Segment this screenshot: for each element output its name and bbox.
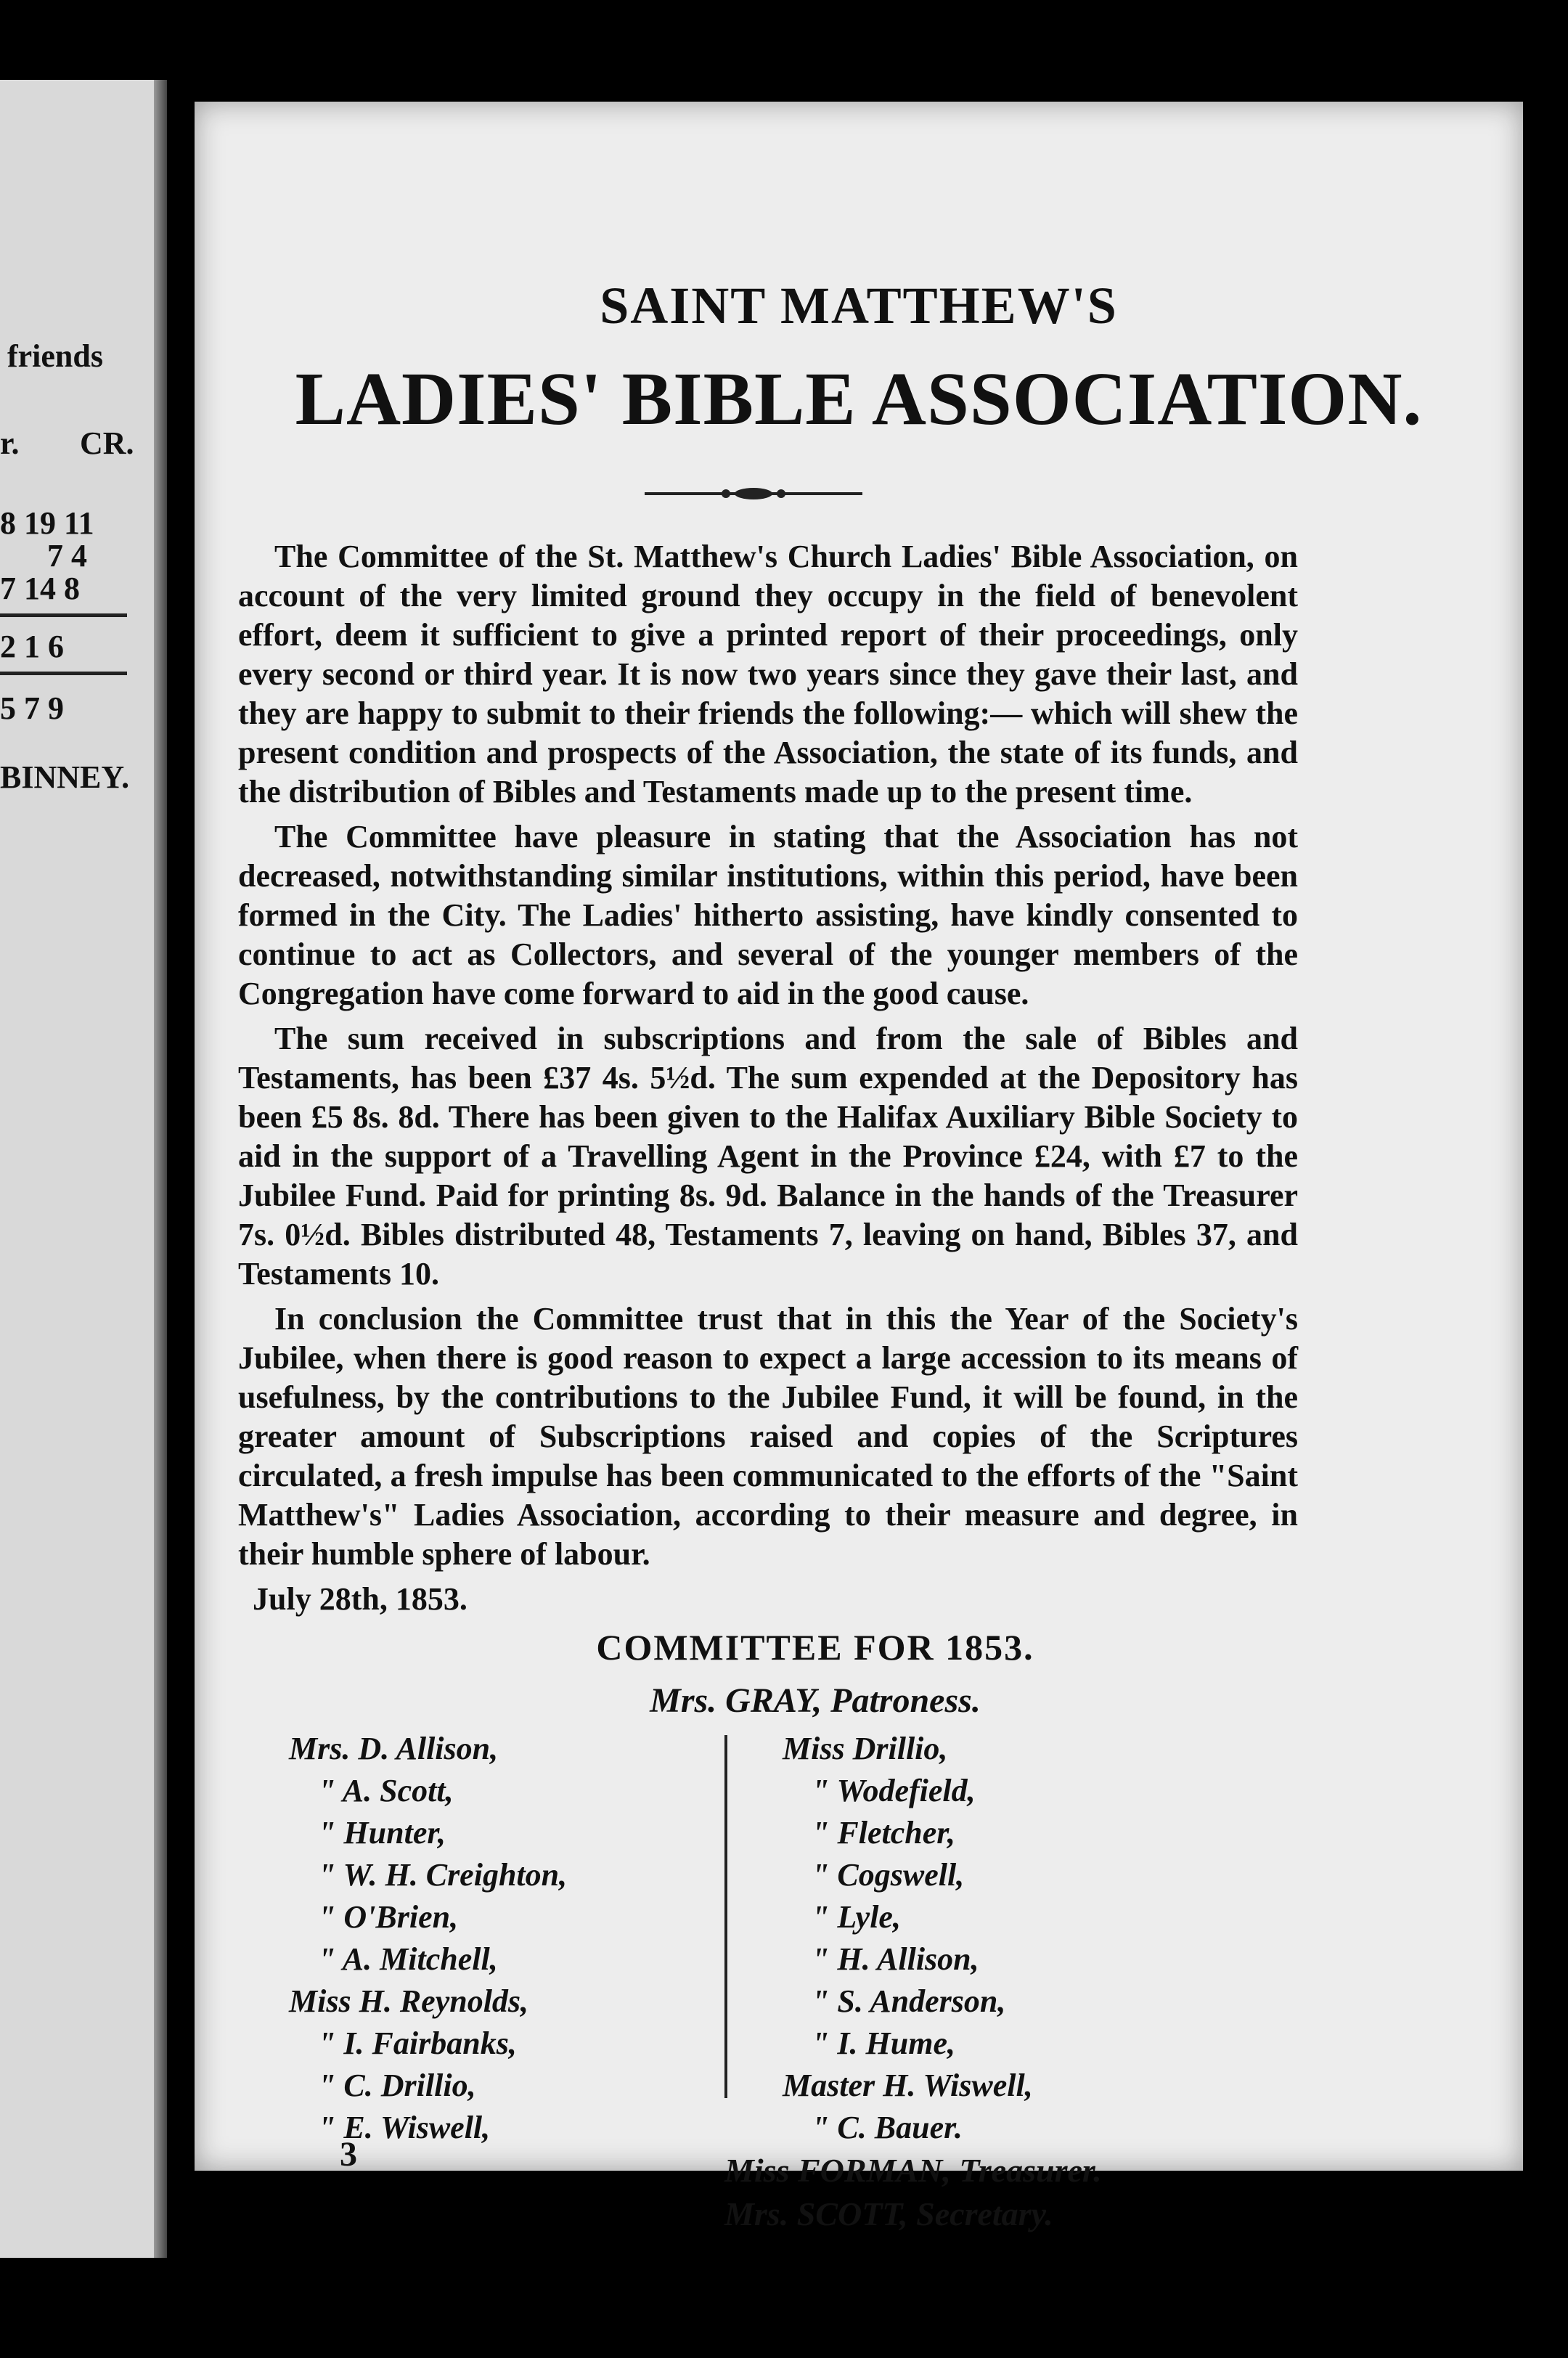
document-page [195,102,1523,2232]
committee-list-left [289,1728,567,2149]
committee-member: " Wodefield, [812,1773,976,1808]
committee-member: " H. Allison, [812,1941,979,1977]
fragment-cr: CR. [80,425,134,461]
fragment-row-2: 7 4 [47,538,87,574]
committee-list-right [783,1728,1033,2149]
treasurer-line: Miss FORMAN, Treasurer. [724,2152,1102,2189]
fragment-signature: BINNEY. [0,759,130,795]
committee-member: Master H. Wiswell, [783,2068,1033,2103]
committee-member: " I. Fairbanks, [318,2025,517,2061]
committee-member: " Fletcher, [812,1815,955,1851]
ornament-rule-icon [645,479,862,508]
committee-member: " C. Bauer. [812,2110,963,2145]
paragraph-1: The Committee of the St. Matthew's Church Ladies' Bible Association, on account of the very limited ground they occupy in the field of benevolent effort, deem it sufficient to give a printed report of their proceedings, only every second or third year. It is now two years since they gave their last, and they are happy to submit to their friends the following:— which will shew the present condition and prospects of the Association, the state of its funds, and the distribution of Bibles and Testaments made up to the present time. [238,539,1298,809]
fragment-friends: friends [7,338,103,374]
book-spine [154,80,167,2258]
fragment-dr: r. [0,425,20,461]
committee-member: " I. Hume, [812,2025,955,2061]
committee-member: " A. Mitchell, [318,1941,498,1977]
committee-member: " O'Brien, [318,1899,459,1935]
committee-member: " Lyle, [812,1899,901,1935]
committee-member: " Hunter, [318,1815,446,1851]
paragraph-2: The Committee have pleasure in stating that the Association has not decreased, notwithstanding similar institutions, within this period, have been formed in the City. The Ladies' hitherto assisting, have kindly consented to continue to act as Collectors, and several of the younger members of the Congregation have come forward to aid in the good cause. [238,819,1298,1011]
secretary-line: Mrs. SCOTT, Secretary. [724,2195,1053,2232]
facing-page-fragment [0,80,167,2258]
committee-member: Miss Drillio, [783,1731,948,1766]
report-body [238,537,1298,1625]
committee-member: " S. Anderson, [812,1983,1006,2019]
fragment-rule-1 [0,613,127,617]
committee-member: Mrs. D. Allison, [289,1731,499,1766]
officers [724,2149,1102,2236]
fragment-row-4: 2 1 6 [0,629,64,664]
committee-member: " C. Drillio, [318,2068,476,2103]
paragraph-4: In conclusion the Committee trust that in this the Year of the Society's Jubilee, when there is good reason to expect a large accession to its means of usefulness, by the contributions to the Jubilee Fund, it will be found, in the greater amount of Subscriptions raised and copies of the Scriptures circulated, a fresh impulse has been communicated to the efforts of the "Saint Matthew's" Ladies Association, according to their measure and degree, in their humble sphere of labour. [238,1301,1298,1572]
column-divider [724,1735,727,2098]
fragment-rule-2 [0,672,127,675]
committee-member: " Cogswell, [812,1857,965,1893]
fragment-row-5: 5 7 9 [0,690,64,726]
page-number: 3 [340,2135,357,2174]
patroness-line: Mrs. GRAY, Patroness. [650,1681,981,1720]
committee-member: " A. Scott, [318,1773,454,1808]
paragraph-3: The sum received in subscriptions and from the sale of Bibles and Testaments, has been £37 4s. 5½d. The sum expended at the Depository has been £5 8s. 8d. There has been given to the Halifax Auxiliary Bible Society to aid in the support of a Travelling Agent in the Province £24, with £7 to the Jubilee Fund. Paid for printing 8s. 9d. Balance in the hands of the Treasurer 7s. 0½d. Bibles distributed 48, Testaments 7, leaving on hand, Bibles 37, and Testaments 10. [238,1021,1298,1292]
committee-member: " E. Wiswell, [318,2110,491,2145]
report-date: July 28th, 1853. [253,1581,467,1617]
committee-member: " W. H. Creighton, [318,1857,568,1893]
fragment-row-1: 8 19 11 [0,505,94,541]
title-line-1: SAINT MATTHEW'S [600,277,1118,335]
committee-member: Miss H. Reynolds, [289,1983,529,2019]
committee-heading: COMMITTEE FOR 1853. [596,1627,1034,1668]
fragment-row-3: 7 14 8 [0,571,80,606]
title-line-2: LADIES' BIBLE ASSOCIATION. [295,357,1423,441]
